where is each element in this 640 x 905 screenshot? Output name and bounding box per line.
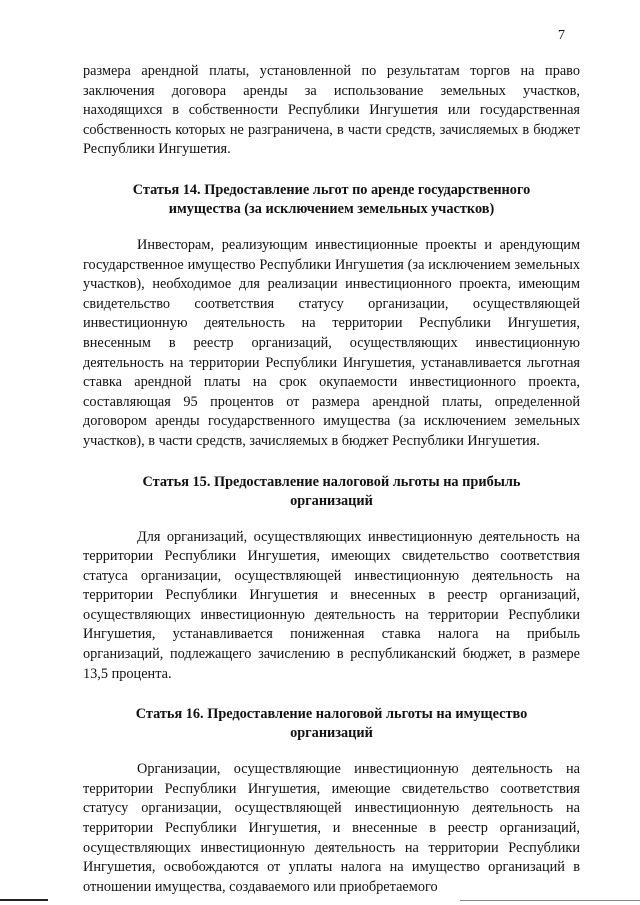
article-14-title: Статья 14. Предоставление льгот по аренде государственного имущества (за исключением земельных участков) <box>132 181 531 217</box>
article-16-body: Организации, осуществляющие инвестиционную деятельность на территории Республики Ингушетия, имеющие свидетельство соответствия статусу организации, осуществляющей инвестиционную деятельность на территории Республики Ингушетия, и внесенные в реестр организаций, осуществляющих инвестиционную деятельность на территории Республики Ингушетия, освобождаются от уплаты налога на имущество организаций в отношении имущества, создаваемого или приобретаемого <box>83 761 580 895</box>
continuation-paragraph: размера арендной платы, установленной по результатам торгов на право заключения договора аренды за использование земельных участков, находящихся в собственности Республики Ингушетия или государственная собственность которых не разграничена, в части средств, зачисляемых в бюджет Республики Ингушетия. <box>83 63 580 158</box>
article-15-title: Статья 15. Предоставление налоговой льготы на прибыль организаций <box>142 473 521 509</box>
article-15-body: Для организаций, осуществляющих инвестиционную деятельность на территории Республики Ингушетия, имеющих свидетельство соответствия статуса организации, осуществляющей инвестиционную деятельность на территории Республики Ингушетия и внесенных в реестр организаций, осуществляющих инвестиционную деятельность на территории Республики Ингушетия, устанавливается пониженная ставка налога на прибыль организаций, подлежащего зачислению в республиканский бюджет, в размере 13,5 процента. <box>83 528 580 682</box>
scan-artifact-right <box>460 900 640 901</box>
article-16-title: Статья 16. Предоставление налоговой льготы на имущество организаций <box>135 706 528 742</box>
page-number: 7 <box>558 28 565 43</box>
document-body <box>83 62 580 897</box>
scan-artifact-left <box>0 899 48 901</box>
article-14-body: Инвесторам, реализующим инвестиционные проекты и арендующим государственное имущество Республики Ингушетия (за исключением земельных участков), необходимое для реализации инвестиционного проекта, имеющим свидетельство соответствия статусу организации, осуществляющей инвестиционную деятельность на территории Республики Ингушетия, внесенным в реестр организаций, осуществляющих инвестиционную деятельность на территории Республики Ингушетия, устанавливается льготная ставка арендной платы на срок окупаемости инвестиционного проекта, составляющая 95 процентов от размера арендной платы, определенной договором аренды государственного имущества (за исключением земельных участков), в части средств, зачисляемых в бюджет Республики Ингушетия. <box>83 236 580 449</box>
